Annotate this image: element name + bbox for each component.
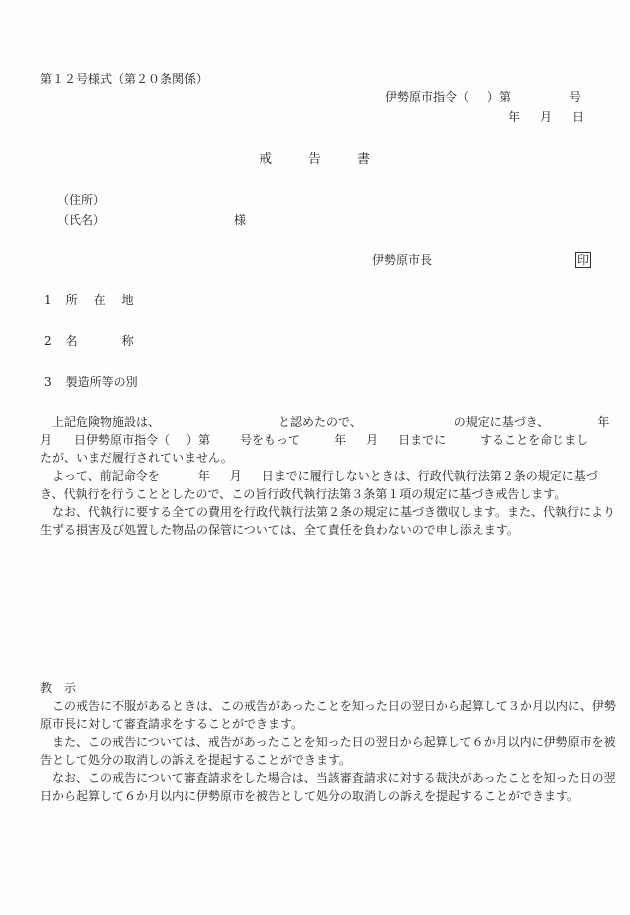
date-year: 年: [508, 110, 521, 124]
document-title: [259, 152, 370, 167]
title-char-3: 書: [357, 152, 371, 167]
reference-number: [385, 90, 581, 104]
date-month: 月: [540, 110, 553, 124]
notice-line: 原市長に対して審査請求をすることができます。: [40, 717, 304, 731]
title-char-2: 告: [308, 152, 322, 167]
notice-line: また、この戒告については、戒告があったことを知った日の翌日から起算して６か月以内に伊勢原市を被: [52, 735, 616, 749]
issuer-name: 伊勢原市長: [372, 253, 433, 267]
body-p1-line3: たが、いまだ履行されていません。: [40, 451, 233, 465]
reference-prefix: 伊勢原市指令（: [385, 90, 470, 104]
body-p1-line2: 月 日伊勢原市指令（ ）第 号をもって 年 月 日までに することを命じまし: [40, 433, 589, 447]
date-day: 日: [572, 110, 585, 124]
notice-heading: 教 示: [40, 681, 77, 695]
recipient-honorific: 様: [234, 213, 247, 227]
body-paragraphs: [40, 413, 616, 539]
recipient-address-label: （住所）: [57, 193, 106, 207]
notice-line: 日から起算して６か月以内に伊勢原市を被告として処分の取消しの訴えを提起することができます。: [40, 789, 580, 803]
item-name: 2 名 称: [44, 334, 134, 348]
item-location: 1 所 在 地: [44, 293, 134, 307]
reference-suffix: 号: [569, 90, 582, 104]
body-p3-line2: 生ずる損害及び処置した物品の保管については、全て責任を負わないので申し添えます。: [40, 523, 519, 537]
appeal-notice: [40, 679, 616, 805]
notice-line: 告として処分の取消しの訴えを提起することができます。: [40, 753, 352, 767]
reference-paren-close: ）第: [487, 90, 512, 104]
issue-date: [508, 110, 584, 124]
notice-line: なお、この戒告について審査請求をした場合は、当該審査請求に対する裁決があったことを知った日の翌: [52, 771, 616, 785]
recipient-name-label: （氏名）: [57, 213, 106, 227]
title-char-1: 戒: [259, 152, 273, 167]
notice-line: この戒告に不服があるときは、この戒告があったことを知った日の翌日から起算して３か月以内に、伊勢: [52, 699, 616, 713]
body-p1-line1: 上記危険物施設は、 と認めたので、 の規定に基づき、 年: [52, 415, 610, 429]
body-p2-line2: き、代執行を行うこととしたので、この旨行政代執行法第３条第１項の規定に基づき戒告します。: [40, 487, 567, 501]
seal-mark: 印: [577, 253, 590, 267]
form-number: 第１２号様式（第２０条関係）: [40, 72, 209, 86]
item-facility-type: 3 製造所等の別: [44, 375, 138, 389]
body-p3-line1: なお、代執行に要する全ての費用を行政代執行法第２条の規定に基づき徴収します。また、代執行により: [52, 505, 616, 519]
body-p2-line1: よって、前記命令を 年 月 日までに履行しないときは、行政代執行法第２条の規定に基づ: [52, 469, 598, 483]
